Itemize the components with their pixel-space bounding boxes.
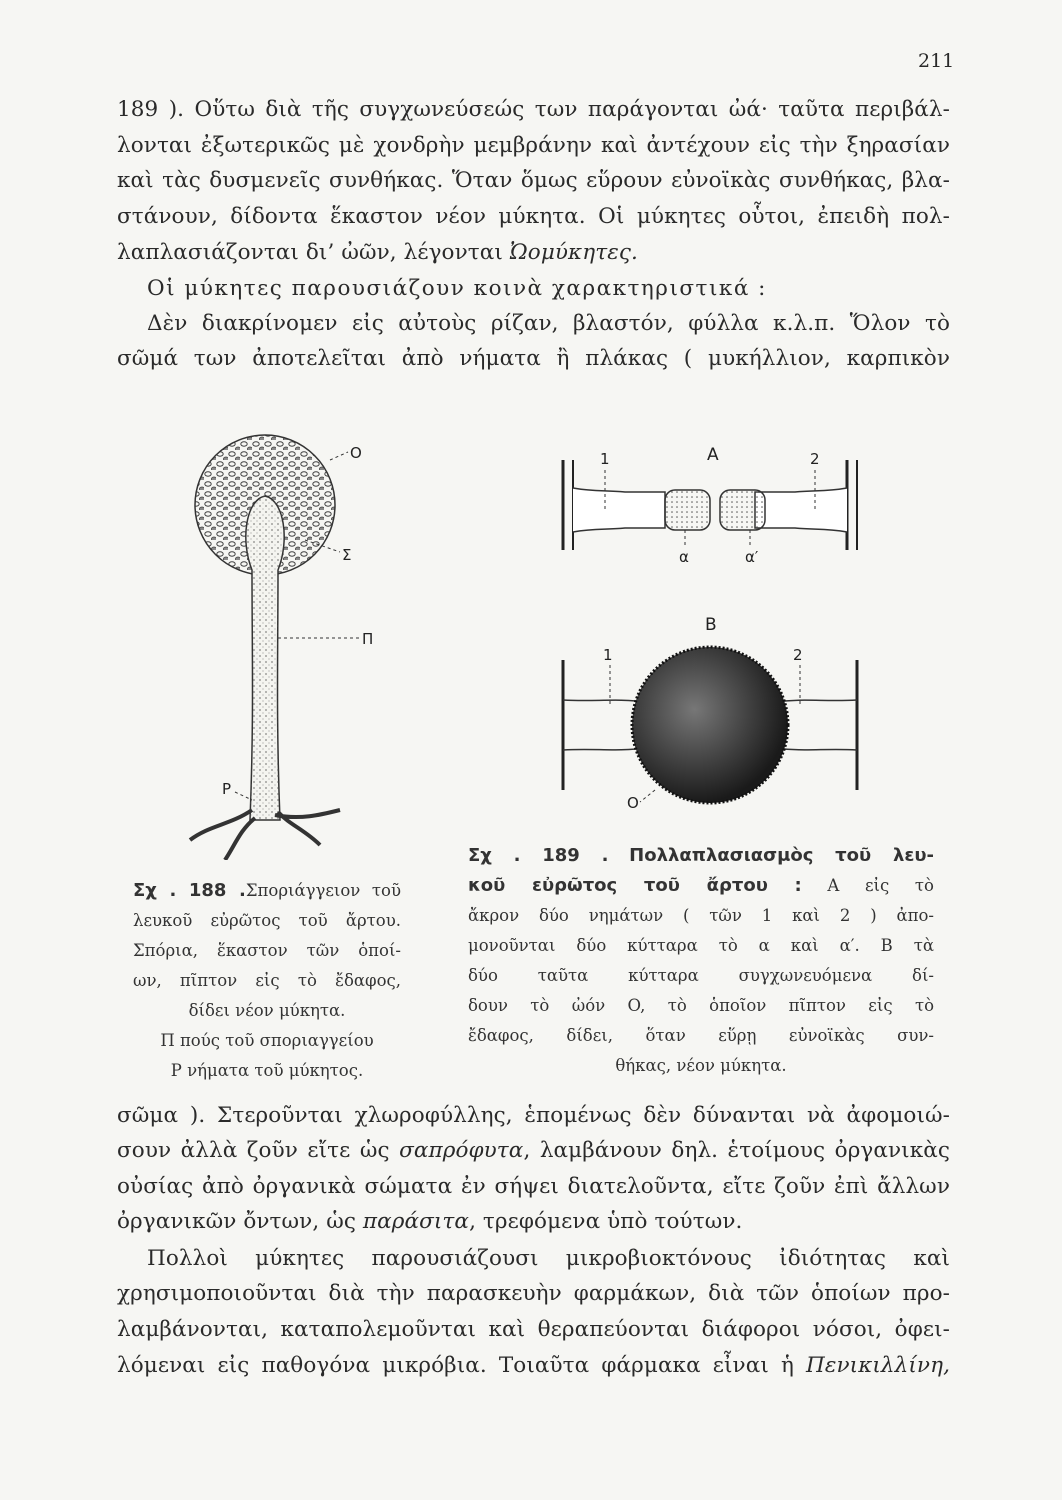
caption-line: δουν τὸ ὠόν O, τὸ ὁποῖον πῖπτον εἰς τὸ bbox=[468, 996, 934, 1015]
caption-line: Σπόρια, ἕκαστον τῶν ὁποί- bbox=[133, 941, 401, 960]
label-B: B bbox=[705, 615, 717, 635]
caption-line: θήκας, νέον μύκητα. bbox=[615, 1056, 787, 1075]
figure-number: Σχ . 188 . bbox=[133, 880, 246, 901]
caption-line: Π πούς τοῦ σποριαγγείου bbox=[160, 1031, 374, 1050]
text-span: , λαμβάνουν δηλ. ἑτοίμους ὀργανικὰς bbox=[523, 1138, 951, 1163]
caption-title: κοῦ εὐρῶτος τοῦ ἄρτου : bbox=[468, 875, 802, 896]
text-line bbox=[117, 1351, 950, 1381]
caption-line bbox=[468, 841, 934, 871]
text-line bbox=[117, 238, 950, 268]
section-heading-line: Οἱ μύκητες παρουσιάζουν κοινὰ χαρακτηριστικά : bbox=[147, 276, 767, 301]
text-span: λαπλασιάζονται δι’ ὠῶν, λέγονται bbox=[117, 240, 510, 265]
caption-line: δίδει νέον μύκητα. bbox=[188, 1001, 346, 1020]
caption-line: ἔδαφος, δίδει, ὅταν εὕρῃ εὐνοϊκὰς συν- bbox=[468, 1026, 934, 1045]
caption-line: Ρ νήματα τοῦ μύκητος. bbox=[170, 1061, 364, 1080]
label-O-zygote: O bbox=[627, 794, 639, 810]
text-line: Δὲν διακρίνομεν εἰς αὐτοὺς ρίζαν, βλαστόν, φύλλα κ.λ.π. Ὅλον τὸ bbox=[147, 311, 950, 336]
text-span: σουν ἀλλὰ ζοῦν εἴτε ὡς bbox=[117, 1138, 400, 1163]
text-line bbox=[117, 1136, 950, 1166]
caption-line: ων, πῖπτον εἰς τὸ ἔδαφος, bbox=[133, 971, 401, 990]
label-1-A: 1 bbox=[600, 450, 610, 468]
text-line: λονται ἐξωτερικῶς μὲ χονδρὴν μεμβράνην καὶ ἀντέχουν εἰς τὴν ξηρασίαν bbox=[117, 133, 950, 158]
caption-line: μονοῦνται δύο κύτταρα τὸ α καὶ α′. B τὰ bbox=[468, 936, 934, 955]
italic-term: παράσιτα bbox=[362, 1209, 470, 1234]
label-alpha: α bbox=[679, 548, 689, 566]
text-line: σῶμά των ἀποτελεῖται ἀπὸ νήματα ἢ πλάκας ( μυκήλλιον, καρπικὸν bbox=[117, 346, 950, 371]
label-1-B: 1 bbox=[603, 646, 613, 664]
text-line bbox=[117, 1207, 950, 1237]
text-line: οὐσίας ἀπὸ ὀργανικὰ σώματα ἐν σήψει διατελοῦντα, εἴτε ζοῦν ἐπὶ ἄλλων bbox=[117, 1174, 950, 1199]
text-span: , τρεφόμενα ὑπὸ τούτων. bbox=[469, 1209, 743, 1234]
label-rho: Ρ bbox=[222, 780, 232, 798]
label-2-B: 2 bbox=[793, 646, 803, 664]
caption-line: δύο ταῦτα κύτταρα συγχωνευόμενα δί- bbox=[468, 966, 934, 985]
figure-188-sporangium-illustration bbox=[180, 420, 400, 860]
caption-line bbox=[133, 876, 401, 906]
text-span: ὀργανικῶν ὄντων, ὡς bbox=[117, 1209, 363, 1234]
caption-line: λευκοῦ εὐρῶτος τοῦ ἄρτου. bbox=[133, 911, 401, 930]
text-line: 189 ). Οὕτω διὰ τῆς συγχωνεύσεώς των παράγονται ὠά· ταῦτα περιβάλ- bbox=[117, 97, 950, 122]
text-line: καὶ τὰς δυσμενεῖς συνθήκας. Ὅταν ὅμως εὕρουν εὐνοϊκὰς συνθήκας, βλα- bbox=[117, 168, 950, 193]
italic-term: Πενικιλλίνη, bbox=[806, 1353, 950, 1378]
label-O: O bbox=[350, 444, 362, 462]
text-line: Πολλοὶ μύκητες παρουσιάζουσι μικροβιοκτόνους ἰδιότητας καὶ bbox=[147, 1246, 950, 1271]
label-pi: Π bbox=[362, 630, 374, 648]
text-span: λόμεναι εἰς παθογόνα μικρόβια. Τοιαῦτα φάρμακα εἶναι ἡ bbox=[117, 1353, 807, 1378]
label-A: A bbox=[707, 445, 719, 465]
caption-line bbox=[468, 871, 934, 901]
caption-title: Πολλαπλασιασμὸς τοῦ λευ- bbox=[629, 845, 934, 866]
label-2-A: 2 bbox=[810, 450, 820, 468]
italic-term: σαπρόφυτα bbox=[399, 1138, 524, 1163]
text-line: σῶμα ). Στεροῦνται χλωροφύλλης, ἑπομένως δὲν δύνανται νὰ ἀφομοιώ- bbox=[117, 1103, 950, 1128]
caption-line: ἄκρον δύο νημάτων ( τῶν 1 καὶ 2 ) ἀπο- bbox=[468, 906, 934, 925]
text-line: λαμβάνονται, καταπολεμοῦνται καὶ θεραπεύονται διάφοροι νόσοι, ὀφει- bbox=[117, 1317, 950, 1342]
caption-text: A εἰς τὸ bbox=[827, 876, 934, 895]
italic-term: Ὠομύκητες. bbox=[509, 240, 638, 265]
text-line: χρησιμοποιοῦνται διὰ τὴν παρασκευὴν φαρμάκων, διὰ τῶν ὁποίων προ- bbox=[117, 1281, 950, 1306]
figure-189-caption bbox=[468, 841, 934, 1081]
caption-text: Σποριάγγειον τοῦ bbox=[245, 881, 401, 900]
figure-189-zygospore-illustration bbox=[545, 440, 875, 810]
label-sigma: Σ bbox=[342, 546, 352, 564]
page-number: 211 bbox=[918, 50, 955, 72]
figure-number: Σχ . 189 . bbox=[468, 845, 609, 866]
label-alpha-prime: α′ bbox=[745, 548, 759, 566]
text-line: στάνουν, δίδοντα ἕκαστον νέον μύκητα. Οἱ μύκητες οὗτοι, ἐπειδὴ πολ- bbox=[117, 204, 950, 229]
figure-188-caption bbox=[133, 876, 401, 1086]
